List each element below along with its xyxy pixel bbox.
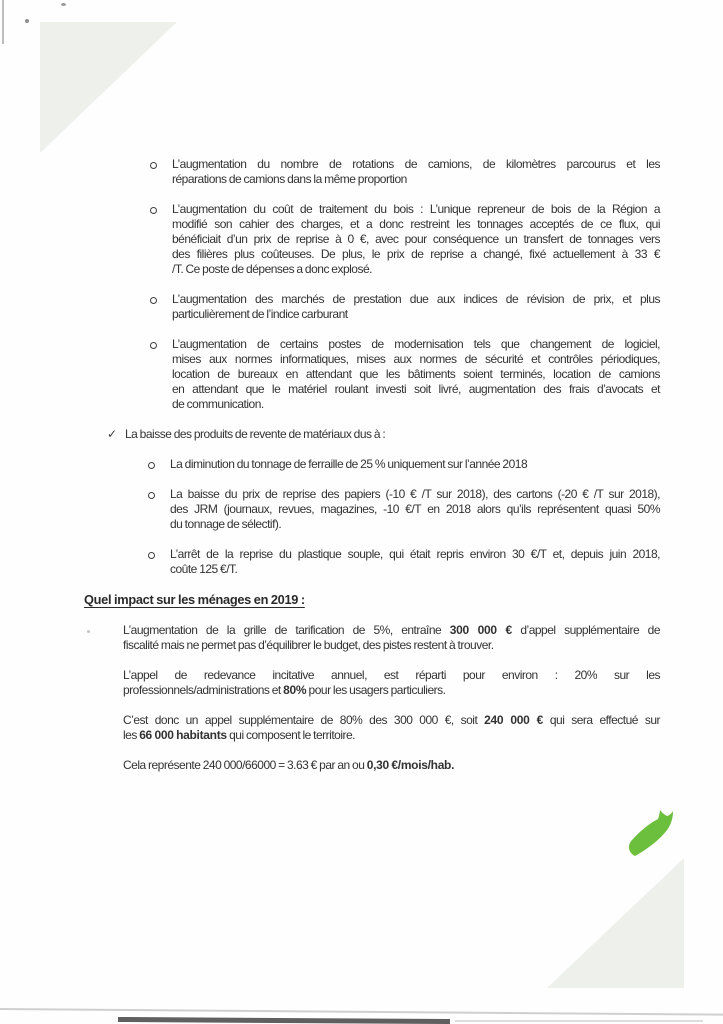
bullet-text	[172, 337, 660, 412]
bullet-block	[150, 337, 660, 412]
text-line: coûte 125 €/T.	[170, 562, 238, 576]
text-line: L’augmentation de la grille de tarification de 5%, entraîne 300 000 € d’appel supplémentaire de	[123, 623, 661, 637]
subbullet-block	[148, 457, 660, 472]
text-line: des JRM (journaux, revues, magazines, -10 €/T en 2018 alors qu’ils représentent quasi 50%	[170, 502, 660, 516]
text-line: modifié son cahier des charges, et a donc restreint les tonnages acceptés de ce flux, qui	[172, 217, 660, 231]
bullet-text	[170, 457, 660, 472]
section-heading	[84, 592, 660, 608]
circle-bullet-icon	[150, 292, 172, 304]
text-line: La baisse des produits de revente de matériaux dus à :	[125, 427, 386, 441]
subbullet-block	[148, 487, 660, 532]
text-line: La diminution du tonnage de ferraille de 25 % uniquement sur l’année 2018	[170, 457, 528, 471]
scan-skew-line	[0, 1008, 723, 1015]
green-leaf-swoosh-icon	[625, 809, 677, 859]
text-line: L’augmentation du coût de traitement du bois : L’unique repreneur de bois de la Région a	[172, 202, 660, 216]
bullet-block	[150, 202, 660, 277]
text-line: L’appel de redevance incitative annuel, est réparti pour environ : 20% sur les	[123, 668, 660, 682]
corner-triangle-top-left	[40, 22, 177, 153]
text-line: de communication.	[172, 397, 264, 411]
text-line: professionnels/administrations et 80% pour les usagers particuliers.	[123, 683, 446, 697]
text-line: /T. Ce poste de dépenses a donc explosé.	[172, 262, 372, 276]
para-block	[123, 758, 660, 773]
text-line: en attendant que le matériel roulant investi soit livré, augmentation des frais d’avocats et	[172, 382, 660, 396]
bullet-text	[125, 427, 660, 442]
text-line: les 66 000 habitants qui composent le territoire.	[123, 728, 355, 742]
bullet-text	[172, 202, 660, 277]
circle-bullet-icon	[150, 157, 172, 169]
text-line: location de bureaux en attendant que les bâtiments soient terminés, location de camions	[172, 367, 660, 381]
section-heading-text: Quel impact sur les ménages en 2019 :	[84, 592, 305, 607]
text-line: des filières plus coûteuses. De plus, le prix de reprise a changé, fixé actuellement à 33 €	[172, 247, 660, 261]
bold-text: 240 000 €	[484, 713, 543, 727]
bullet-text	[170, 487, 660, 532]
bottom-scan-bar	[118, 1017, 450, 1024]
text-line: fiscalité mais ne permet pas d’équilibrer le budget, des pistes restent à trouver.	[123, 638, 494, 652]
check-block	[107, 427, 660, 442]
circle-bullet-icon	[150, 337, 172, 349]
text-line: bénéficiait d’un prix de reprise à 0 €, avec pour conséquence un transfert de tonnages vers	[172, 232, 660, 246]
scan-edge-mark	[2, 0, 4, 44]
subbullet-block	[148, 547, 660, 577]
bold-text: 80%	[283, 683, 307, 697]
bullet-text	[172, 157, 660, 187]
text-line: réparations de camions dans la même proportion	[172, 172, 407, 186]
text-line: du tonnage de sélectif).	[170, 517, 282, 531]
para-block	[123, 713, 660, 743]
text-line: L’augmentation de certains postes de modernisation tels que changement de logiciel,	[172, 337, 660, 351]
document-content	[84, 157, 660, 788]
circle-bullet-icon	[148, 457, 170, 469]
scan-speck	[25, 19, 29, 23]
para-block	[123, 623, 660, 653]
bottom-scan-faint-line	[455, 1020, 703, 1022]
para-block	[123, 668, 660, 698]
text-line: Cela représente 240 000/66000 = 3.63 € par an ou 0,30 €/mois/hab.	[123, 758, 455, 772]
text-line: L’arrêt de la reprise du plastique souple, qui était repris environ 30 €/T et, depuis juin 2018,	[170, 547, 660, 561]
scan-speck	[61, 3, 66, 6]
bold-text: 300 000 €	[449, 623, 512, 637]
corner-triangle-bottom-right	[547, 858, 684, 988]
bullet-block	[150, 292, 660, 322]
text-line: C’est donc un appel supplémentaire de 80% des 300 000 €, soit 240 000 € qui sera effectué sur	[123, 713, 661, 727]
text-line: mises aux normes informatiques, mises aux normes de sécurité et contrôles périodiques,	[172, 352, 660, 366]
text-line: L’augmentation du nombre de rotations de camions, de kilomètres parcourus et les	[172, 157, 660, 171]
circle-bullet-icon	[148, 487, 170, 499]
check-bullet-icon: ✓	[107, 427, 117, 441]
text-line: La baisse du prix de reprise des papiers (-10 € /T sur 2018), des cartons (-20 € /T sur 2018),	[170, 487, 660, 501]
bullet-block	[150, 157, 660, 187]
circle-bullet-icon	[148, 547, 170, 559]
bullet-text	[170, 547, 660, 577]
text-line: particulièrement de l’indice carburant	[172, 307, 348, 321]
bullet-text	[172, 292, 660, 322]
bold-text: 0,30 €/mois/hab.	[366, 758, 455, 772]
bold-text: 66 000 habitants	[139, 728, 227, 742]
circle-bullet-icon	[150, 202, 172, 214]
text-line: L’augmentation des marchés de prestation due aux indices de révision de prix, et plus	[172, 292, 660, 306]
